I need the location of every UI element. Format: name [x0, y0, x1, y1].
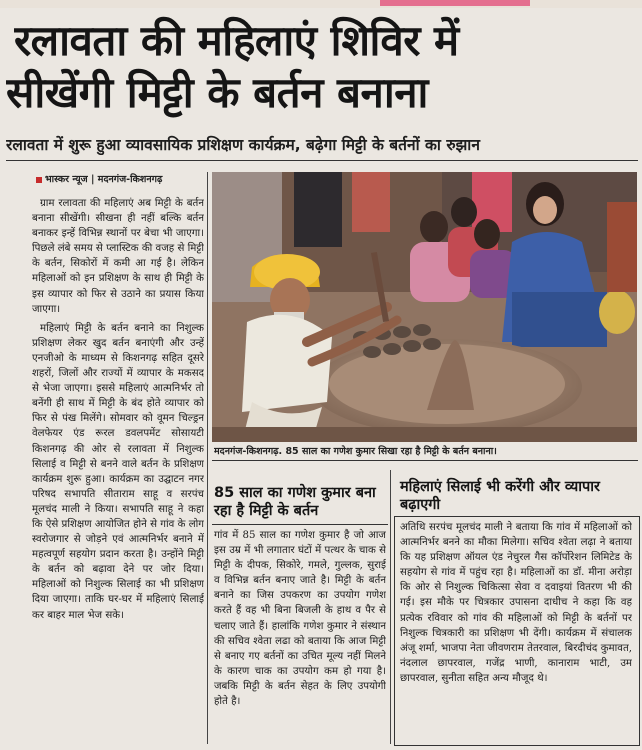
- photo-caption: मदनगंज-किशनगढ़. 85 साल का गणेश कुमार सिखा रहा है मिट्टी के बर्तन बनाना।: [214, 446, 497, 457]
- main-story-paragraph: ग्राम रलावता की महिलाएं अब मिट्टी के बर्तन बनाना सीखेंगी। सीखना ही नहीं बल्कि बर्तन बनाकर इन्हें विभिन्न स्थानों पर बेचा भी जाएगा। पिछले लंबे समय से प्लास्टिक की वजह से मिट्टी के बर्तन, सिकोरों में कमी आ गई है। लेकिन महिलाओं को इन प्रशिक्षण के साथ ही मिट्टी के इस व्यापार को फिर से उठाने का प्रयास किया जाएगा।: [32, 198, 204, 315]
- sidebar-middle-body: गांव में 85 साल का गणेश कुमार है जो आज इस उम्र में भी लगातार घंटों में पत्थर के चाक से मिट्टी के दीपक, सिकोरे, गमले, गुल्लक, सुराई व विभिन्न बर्तन बनाए जाते है। मिट्टी के बर्तन बनाने का जिस उपकरण का उपयोग गणेश करते हैं वह भी बिना बिजली के हाथ व पैर से चलाए जाते हैं। हालांकि गणेश कुमार ने संस्थान की सचिव श्वेता लढा को बताया कि आज मिट्टी से बनाए गए बर्तनों का उचित मूल्य नहीं मिलने के कारण चाक का उपयोग कम हो गया है। जबकि मिट्टी के बर्तन सेहत के लिए उपयोगी होते है।: [214, 530, 386, 708]
- column-divider: [207, 172, 208, 744]
- main-story: [32, 196, 204, 744]
- divider: [6, 160, 638, 161]
- headline-line-1: रलावता की महिलाएं शिविर में: [14, 16, 459, 65]
- divider: [212, 524, 388, 525]
- column-divider: [390, 470, 391, 744]
- pottery-photo: [212, 172, 637, 442]
- photo-illustration: [212, 172, 637, 442]
- sidebar-middle-title: 85 साल का गणेश कुमार बना रहा है मिट्टी के बर्तन: [214, 485, 376, 519]
- sidebar-right-body: अतिथि सरपंच मूलचंद माली ने बताया कि गांव में महिलाओं को आत्मनिर्भर बनने का मौका मिलेगा। सचिव श्वेता लढ़ा ने बताया कि यह प्रशिक्षण ऑयल एंड नेचुरल गैस कॉर्पोरेशन लिमिटेड के सहयोग से गांव में पहुंच रहा है। महिलाओं का डॉ. मीना अरोड़ा कि ओर से निशुल्क चिकित्सा सेवा व दवाइयां वितरण भी की गई। इस मौके पर चित्रकार उपासना दाधीच ने कहा कि वह प्रत्येक रविवार को गांव की महिलाओं को मिट्टी के बर्तनों पर निशुल्क चित्रकारी का प्रशिक्षण भी देंगी। कार्यक्रम में संचालक अंजू शर्मा, भाजपा नेता जीवणराम तेतरवाल, बिरदीचंद कुमावत, नंदलाल छापरवाल, गजेंद्र भाणी, कानाराम भाटी, उम छापरवाल, सुनीता सहित अन्य मौजूद थे।: [400, 522, 632, 684]
- headline-line-2: सीखेंगी मिट्टी के बर्तन बनाना: [6, 68, 428, 117]
- divider: [212, 460, 638, 461]
- dateline-marker: [36, 177, 42, 183]
- page-top-strip: [0, 0, 642, 8]
- subheadline: रलावता में शुरू हुआ व्यावसायिक प्रशिक्षण कार्यक्रम, बढ़ेगा मिट्टी के बर्तनों का रुझान: [6, 136, 480, 154]
- dateline-text: भास्कर न्यूज | मदनगंज-किशनगढ़: [45, 174, 163, 185]
- dateline: [36, 172, 162, 185]
- color-tab: [380, 0, 530, 6]
- main-story-paragraph: महिलाएं मिट्टी के बर्तन बनाने का निशुल्क प्रशिक्षण लेकर खुद बर्तन बनाएंगी और उन्हें एनजीओ के माध्यम से किशनगढ़ सहित दूसरे शहरों, जिलों और राज्यों में व्यापार के मकसद से भेजा जाएगा। इससे महिलाएं आत्मनिर्भर तो बनेंगी ही साथ में मिट्टी के बंद होते व्यापार को फिर से पंख मिलेंगे। सोमवार को वूमन चिल्ड्रन वेलफेयर एंड रूरल डवलपमेंट सोसायटी किशनगढ़ की ओर से रलावता में निशुल्क सिलाई व मिट्टी से बनने वाले बर्तन के प्रशिक्षण कार्यक्रम शुरू हुआ। कार्यक्रम का उद्घाटन नगर परिषद सभापति सीताराम साहू व सरपंच मूलचंद माली ने किया। सभापति साहू ने कहा कि ऐसे प्रशिक्षण आयोजित होने से गांव के लोग स्वरोजगार से जोड़ने एवं आत्मनिर्भर बनाने में महत्वपूर्ण सहयोग प्रदान करता है। उन्होंने मिट्टी के बर्तन को बढ़ावा देने पर जोर दिया। महिलाओं को निशुल्क सिलाई का भी प्रशिक्षण दिया जाएगा। ताकि घर-घर में महिलाएं सिलाई कर बाहर माल भेज सके।: [32, 322, 204, 621]
- sidebar-right-title: महिलाएं सिलाई भी करेंगी और व्यापार बढ़ाएगी: [400, 479, 600, 513]
